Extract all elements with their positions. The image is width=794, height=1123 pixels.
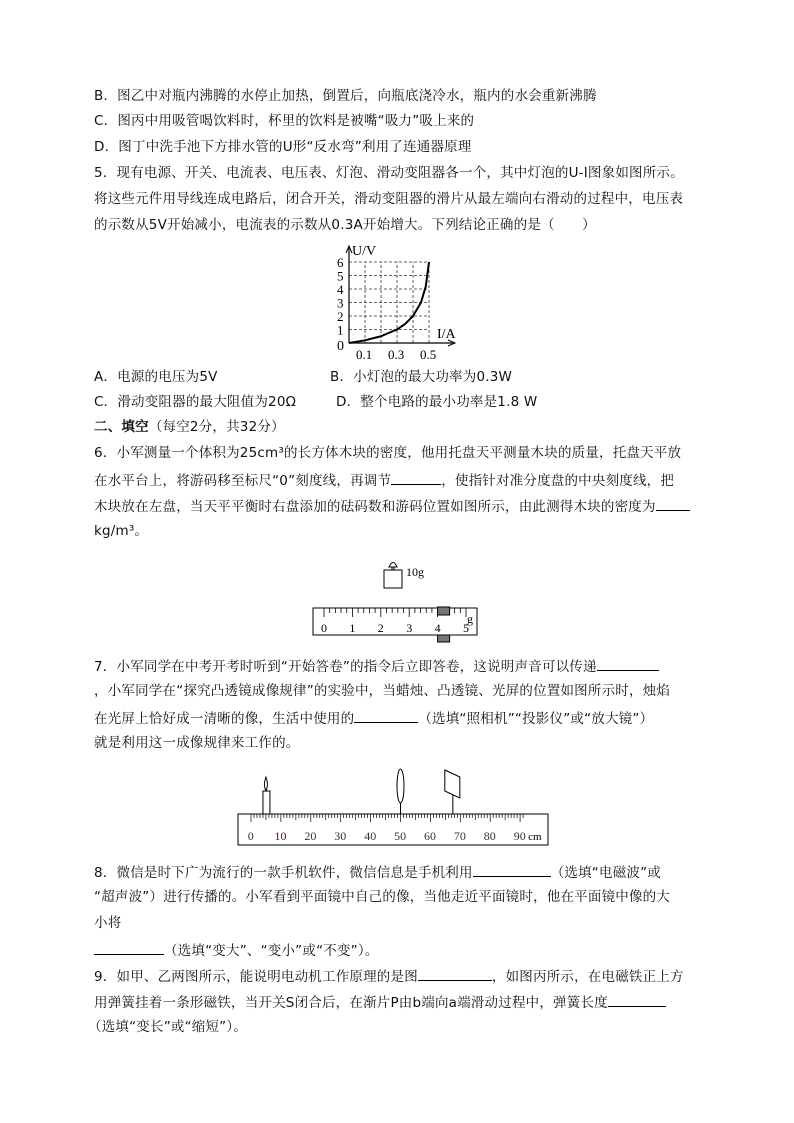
scale-label: 5 [463,621,469,635]
bench-label: 0 [247,829,254,843]
optical-bench-figure [230,765,560,850]
scale-label: 2 [377,621,384,635]
q8-line1-text-end: （选填“电磁波”或 [550,865,661,881]
q7-blank-1[interactable] [597,655,659,671]
q6-line3 [94,495,690,515]
y-tick-label: 5 [337,268,344,284]
q6-blank-2[interactable] [656,495,690,511]
x-tick-label: 0.3 [388,347,405,362]
q9-line2-text: 用弹簧挂着一条形磁铁，当开关S闭合后，在渐片P由b端向a端滑动过程中，弹簧长度 [94,995,608,1011]
bench-unit: cm [528,831,542,843]
bench-label: 90 [513,829,526,843]
bench-label: 20 [304,829,317,843]
x-tick-label: 0.1 [356,347,373,362]
scale-label: 3 [406,621,413,635]
scale-unit: g [467,612,473,626]
y-tick-label: 2 [337,309,344,324]
q8-line4-text: （选填“变大”、“变小”或“不变”）。 [164,943,379,959]
q7-line3 [94,707,653,727]
balance-figure [300,555,490,643]
q6-line3-text: 木块放在左盘，当天平平衡时右盘添加的砝码数和游码位置如图所示，由此测得木块的密度为 [94,499,656,515]
q7-line4: 就是利用这一成像规律来工作的。 [94,735,300,751]
bench-label: 80 [483,829,496,843]
q8-line2: “超声波”）进行传播的。小军看到平面镜中自己的像，当他走近平面镜时，他在平面镜中像的大 [94,889,671,905]
q5-stem-line2: 将这些元件用导线连成电路后，闭合开关，滑动变阻器的滑片从最左端向右滑动的过程中，电压表 [94,191,684,207]
section-note: （每空2分，共32分） [148,419,285,435]
q7-line2: ，小军同学在“探究凸透镜成像规律”的实验中，当蜡烛、凸透镜、光屏的位置如图所示时，烛焰 [94,683,671,699]
q9-line1-text: 9．如甲、乙两图所示，能说明电动机工作原理的是图 [94,969,418,985]
light-screen-icon [445,770,460,798]
q9-line2 [94,991,666,1011]
rider-bottom [438,635,450,642]
candle-icon [263,791,270,814]
y-tick-label: 3 [337,295,344,311]
q9-line3: （选填“变长”或“缩短”）。 [88,1019,248,1035]
q5-stem-line1: 5．现有电源、开关、电流表、电压表、灯泡、滑动变阻器各一个，其中灯泡的U-I图象如图所示。 [94,165,684,181]
q5-option-d: D．整个电路的最小功率是1.8 W [336,394,538,410]
q8-line1 [94,861,661,881]
q7-line1-text: 7．小军同学在中考开考时听到“开始答卷”的指令后立即答卷，这说明声音可以传递 [94,659,597,675]
q5-option-c: C．滑动变阻器的最大阻值为20Ω [94,394,297,410]
x-tick-label: 0.5 [420,347,437,362]
q9-blank-1[interactable] [418,965,492,981]
bench-label: 60 [424,829,436,843]
q5-stem-line3: 的示数从5V开始减小，电流表的示数从0.3A开始增大。下列结论正确的是（ ） [94,217,596,233]
rider-top [438,607,450,615]
q6-line1: 6．小军测量一个体积为25cm³的长方体木块的密度，他用托盘天平测量木块的质量，托盘天平放 [94,445,682,461]
bench-label: 70 [453,829,466,843]
q5-option-a: A．电源的电压为5V [94,369,218,385]
section-title: 二、填空 [94,419,149,435]
q7-line1 [94,655,659,675]
scale-bar [313,608,477,635]
q7-blank-2[interactable] [354,707,418,723]
q9-blank-2[interactable] [608,991,666,1007]
q6-line4: kg/m³。 [94,523,149,539]
convex-lens-icon [397,769,404,803]
flame-icon [264,777,267,791]
q4-option-b: B．图乙中对瓶内沸腾的水停止加热，倒置后，向瓶底浇冷水，瓶内的水会重新沸腾 [94,88,597,104]
q8-blank-2[interactable] [94,939,164,955]
q7-line3-text-end: （选填“照相机”“投影仪”或“放大镜”） [418,711,654,727]
y-tick-label: 4 [337,282,344,297]
y-tick-label: 1 [337,322,344,338]
bench-label: 50 [394,829,407,843]
q6-blank-1[interactable] [391,469,441,485]
q7-line3-text: 在光屏上恰好成一清晰的像，生活中使用的 [94,711,355,727]
q8-line4 [94,939,379,959]
x-axis-label: I/A [437,327,456,342]
weight-icon [384,570,402,588]
q9-line1-text-end: ，如图丙所示，在电磁铁正上方 [491,969,684,985]
q4-option-c: C．图丙中用吸管喝饮料时，杯里的饮料是被嘴“吸力”吸上来的 [94,113,475,129]
bench-label: 30 [334,829,347,843]
scale-label: 0 [321,621,327,635]
q6-line2-text-end: ，使指针对准分度盘的中央刻度线，把 [441,473,675,489]
q6-line2-text: 在水平台上，将游码移至标尺“0”刻度线，再调节 [94,473,392,489]
weight-label: 10g [406,565,424,579]
y-tick-label: 6 [337,255,344,270]
q6-line2 [94,469,674,489]
bench-label: 40 [364,829,377,843]
q8-line3: 小将 [94,915,122,931]
q8-line1-text: 8．微信是时下广为流行的一款手机软件，微信信息是手机利用 [94,865,473,881]
scale-label: 4 [434,621,441,635]
bench-label: 10 [274,829,287,843]
scale-label: 1 [349,621,356,635]
q9-line1 [94,965,684,985]
y-axis-label: U/V [352,244,377,259]
origin-label: 0 [337,339,344,354]
q5-option-b: B．小灯泡的最大功率为0.3W [330,369,513,385]
section-heading [94,417,285,437]
q4-option-d: D．图丁中洗手池下方排水管的U形“反水弯”利用了连通器原理 [94,139,472,155]
weight-hook-icon [389,563,397,571]
q8-blank-1[interactable] [473,861,551,877]
ui-graph [320,240,470,365]
